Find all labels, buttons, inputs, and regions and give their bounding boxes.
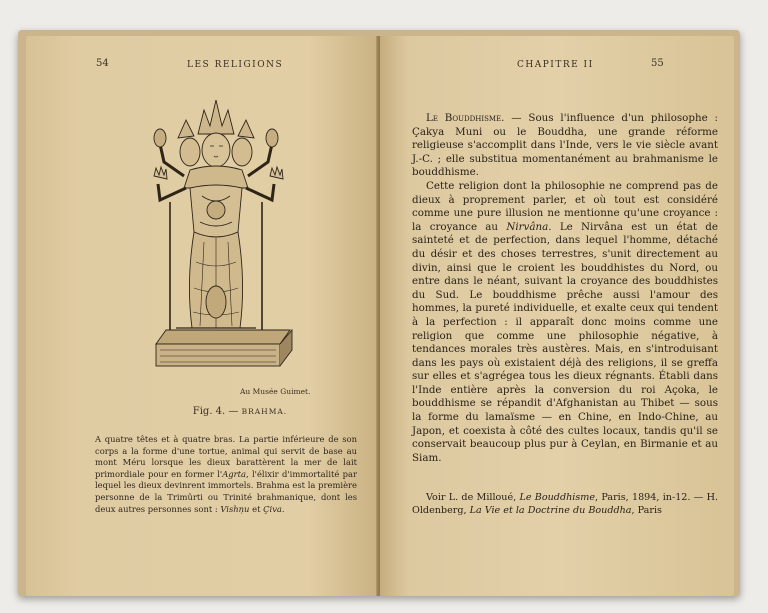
chapter-body (412, 112, 718, 465)
note-text-a: Voir L. de Milloué, (426, 492, 520, 503)
note-title-1: Le Bouddhisme (519, 492, 596, 503)
paragraph-bouddhisme (412, 112, 718, 180)
bibliography-note (412, 492, 718, 518)
caption-title: BRAHMA. (241, 407, 288, 416)
paragraph-nirvana (412, 180, 718, 465)
figure-text-civa: Çiva (263, 503, 282, 514)
left-running-head: LES RELIGIONS (187, 60, 284, 70)
figure-text-agrta: Agrta (222, 468, 246, 479)
right-running-head: CHAPITRE II (517, 60, 594, 70)
figure-caption (140, 406, 340, 417)
brahma-illustration (130, 92, 310, 377)
paragraph-2-text-b: . Le Nirvâna est un état de sainteté et de perfection, dans lequel l'homme, détaché du désir et des choses terrestres, s'unit directement au divin, ainsi que le croient les bouddhistes du Nord, ou entre dans le néant, suivant la croyance des bouddhistes du Sud. Le bouddhisme prêche aussi l'amour des hommes, la pureté individuelle, et exalte ceux qui tendent à la perfection : il apparaît donc moins comme une religion que comme une philosophie négative, à tendances morales très austères. Mais, en s'introduisant dans les pays où existaient déjà des religions, il se greffa sur elles et s'agrégea tous les dieux régnants. Établi dans l'Inde entière après la conversion du roi Açoka, le bouddhisme se répandit d'Afghanistan au Thibet — sous la forme du lamaïsme — en Chine, en Indo-Chine, au Japon, et coexista à côté des cultes locaux, tandis qu'il se conservait beaucoup plus pur à Ceylan, en Birmanie et au Siam. (412, 220, 718, 464)
figure-text-2: , l'élixir d'immortalité par lequel les dieux devinrent immortels. Brahma est la première personne de la Trimûrti ou Trinité brahmanique, dont les deux autres personnes sont : (95, 468, 358, 514)
figure-description (95, 434, 357, 515)
paragraph-1-text: — Sous l'influence d'un philosophe : Çakya Muni ou le Bouddha, une grande réforme religieuse s'accomplit dans l'Inde, vers le vie siècle avant J.-C. ; elle substitua momentanément au brahmanisme le bouddhisme. (412, 112, 719, 179)
figure-text-end: . (281, 503, 285, 514)
note-title-2: La Vie et la Doctrine du Bouddha (469, 504, 632, 516)
figure-text-and: et (249, 503, 264, 514)
figure-text-vishnu: Vishņu (220, 503, 250, 514)
note-text-b: , Paris, 1894, in-12. — H. Oldenberg, (412, 492, 718, 516)
note-text-c: , Paris (631, 504, 662, 516)
right-page-number: 55 (651, 58, 664, 69)
brahma-engraving-icon (130, 92, 310, 377)
paragraph-2-text-a: Cette religion dont la philosophie ne comprend pas de dieux à proprement parler, et où tout est considéré comme une pure illusion ne mentionne qu'une croyance : la croyance au (412, 179, 718, 233)
figure-credit: Au Musée Guimet. (240, 387, 311, 396)
left-page-number: 54 (96, 58, 109, 69)
figure-text-1: A quatre têtes et à quatre bras. La partie inférieure de son corps a la forme d'une tortue, animal qui servit de base au mont Méru lorsque les dieux barattèrent la mer de lait primordiale pour en former l' (95, 434, 357, 479)
section-heading: Le Bouddhisme. (426, 112, 505, 124)
caption-prefix: Fig. 4. — (192, 406, 239, 417)
nirvana-term: Nirvâna (506, 220, 549, 233)
